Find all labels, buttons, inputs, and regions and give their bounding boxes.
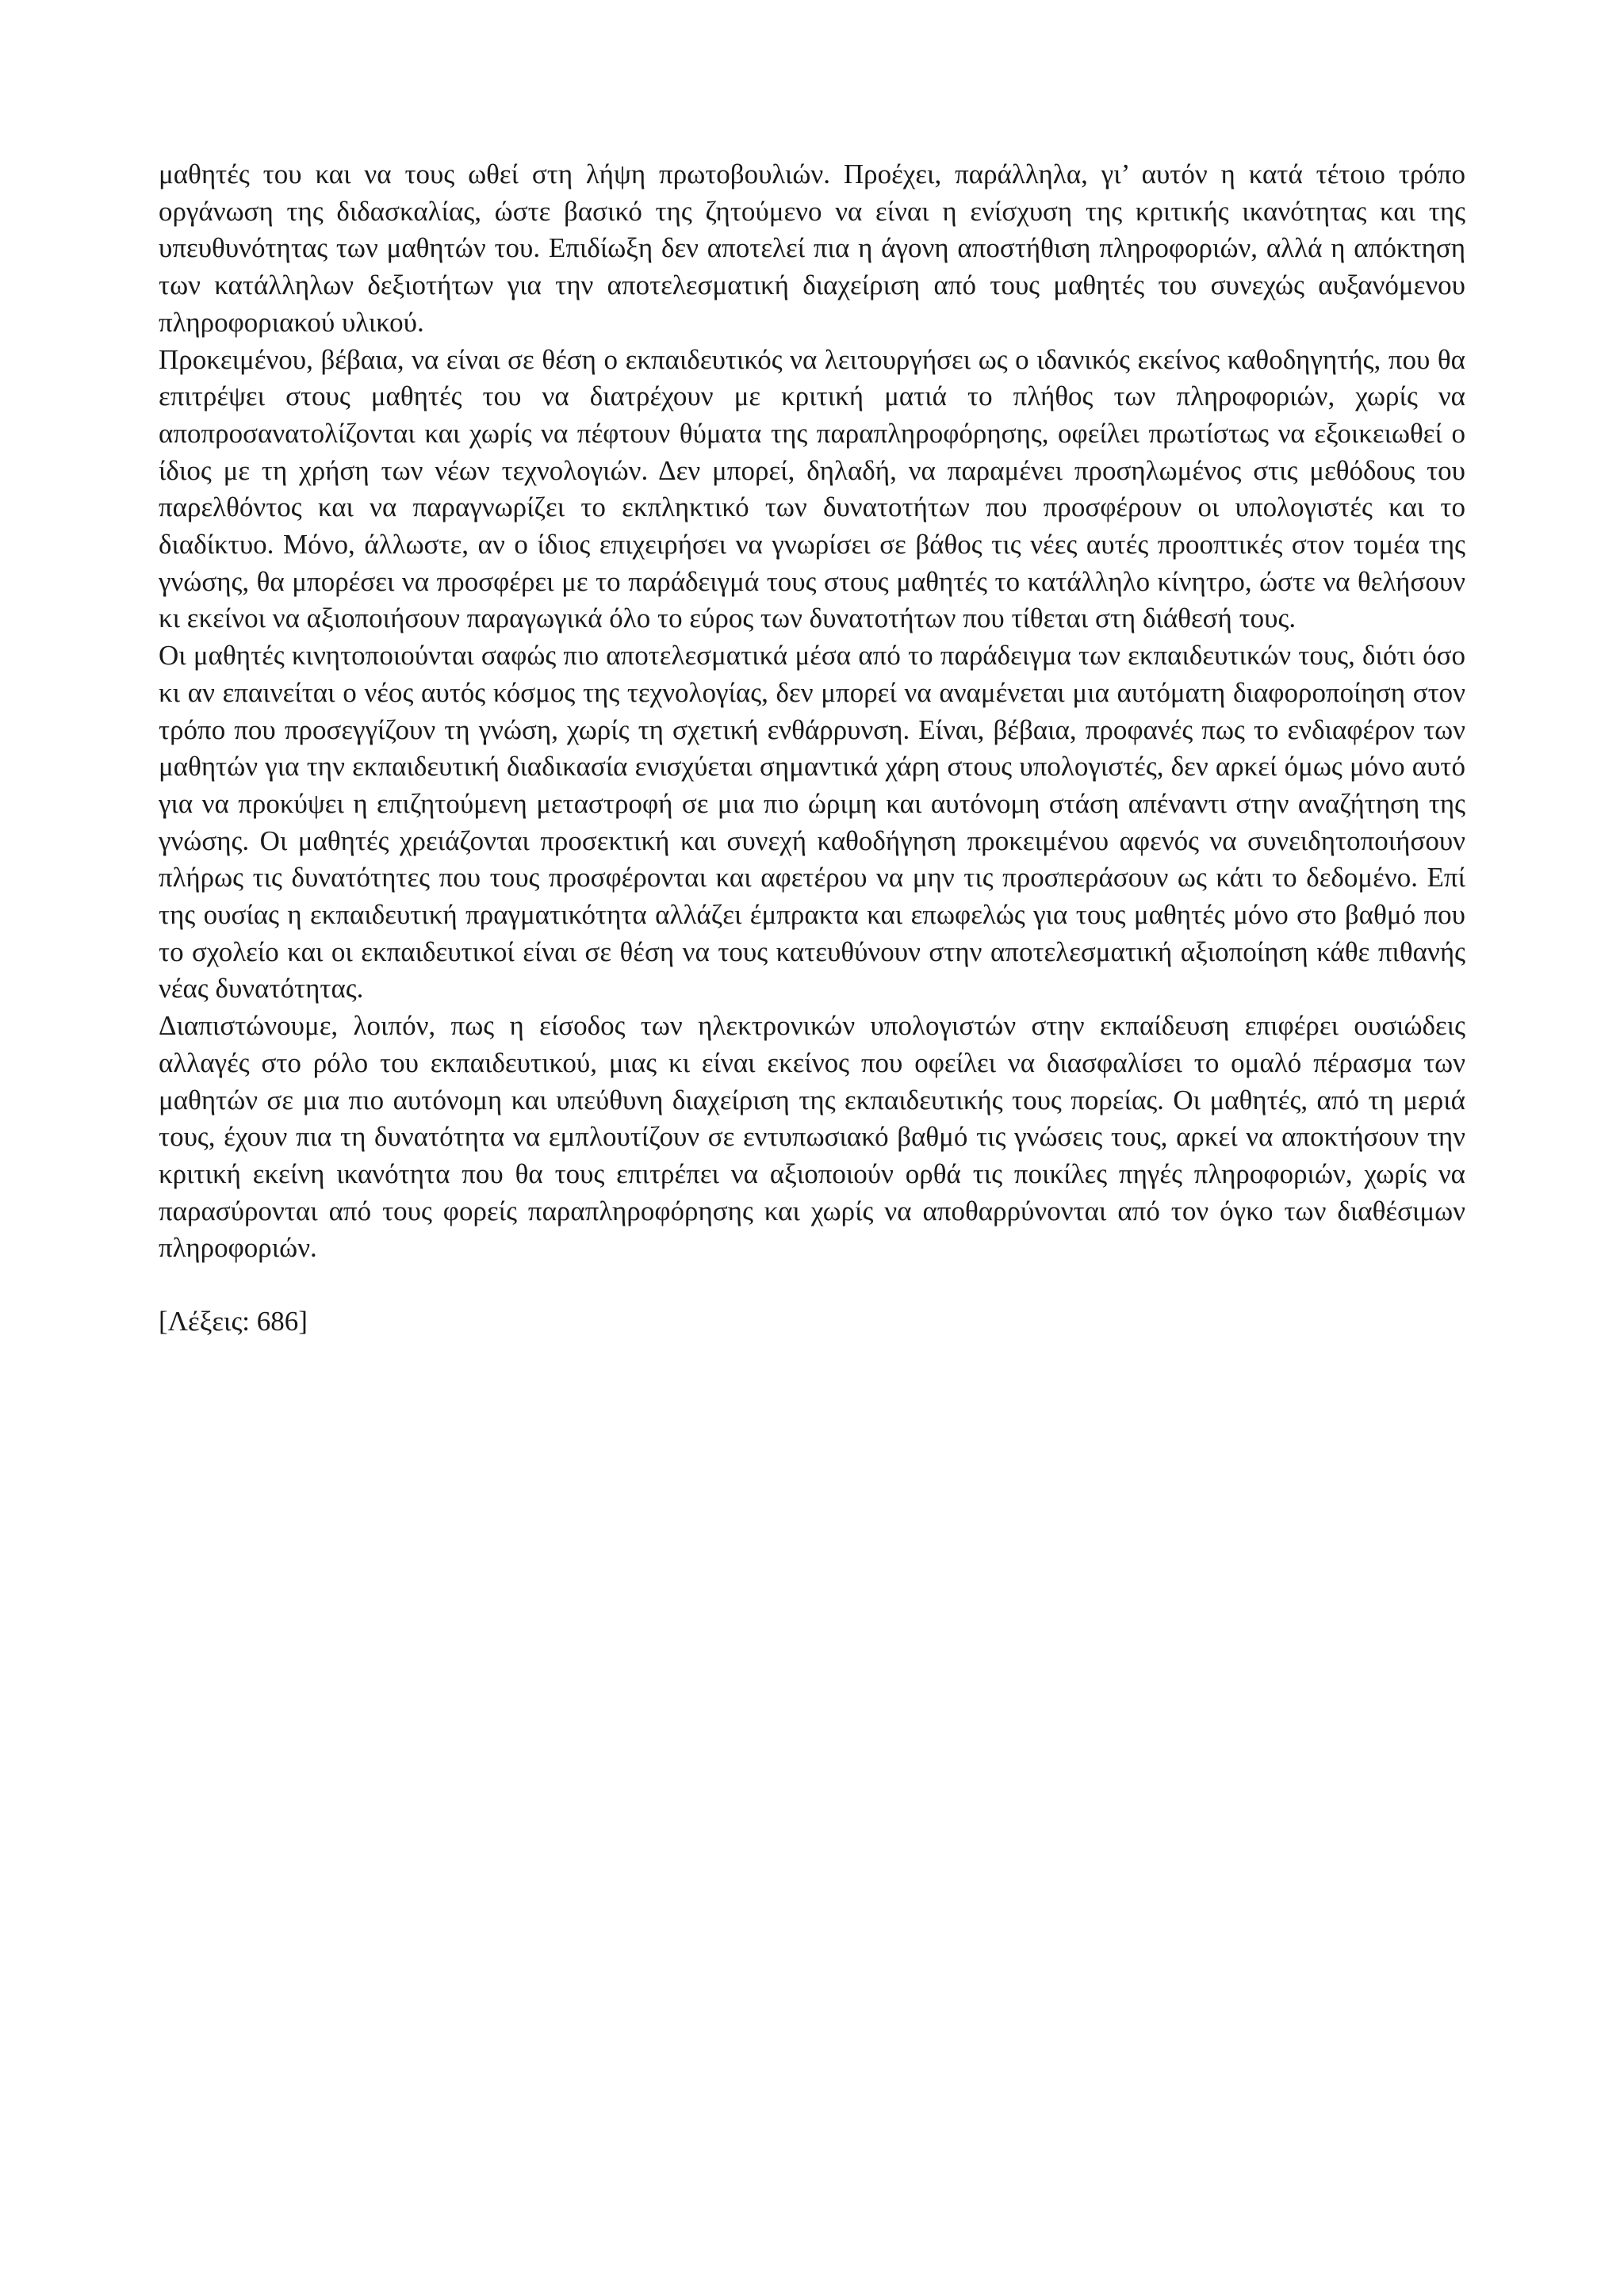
paragraph-1: μαθητές του και να τους ωθεί στη λήψη πρωτοβουλιών. Προέχει, παράλληλα, γι’ αυτόν η κατά τέτοιο τρόπο οργάνωση της διδασκαλίας, ώστε βασικό της ζητούμενο να είναι η ενίσχυση της κριτικής ικανότητας και της υπευθυνότητας των μαθητών του. Επιδίωξη δεν αποτελεί πια η άγονη αποστήθιση πληροφοριών, αλλά η απόκτηση των κατάλληλων δεξιοτήτων για την αποτελεσματική διαχείριση από τους μαθητές του συνεχώς αυξανόμενου πληροφοριακού υλικού. <box>159 159 1465 338</box>
paragraph-4: Διαπιστώνουμε, λοιπόν, πως η είσοδος των ηλεκτρονικών υπολογιστών στην εκπαίδευση επιφέρει ουσιώδεις αλλαγές στο ρόλο του εκπαιδευτικού, μιας κι είναι εκείνος που οφείλει να διασφαλίσει το ομαλό πέρασμα των μαθητών σε μια πιο αυτόνομη και υπεύθυνη διαχείριση της εκπαιδευτικής τους πορείας. Οι μαθητές, από τη μεριά τους, έχουν πια τη δυνατότητα να εμπλουτίζουν σε εντυπωσιακό βαθμό τις γνώσεις τους, αρκεί να αποκτήσουν την κριτική εκείνη ικανότητα που θα τους επιτρέπει να αξιοποιούν ορθά τις ποικίλες πηγές πληροφοριών, χωρίς να παρασύρονται από τους φορείς παραπληροφόρησης και χωρίς να αποθαρρύνονται από τον όγκο των διαθέσιμων πληροφοριών. <box>159 1010 1465 1264</box>
document-body <box>159 156 1465 1341</box>
word-count-label: [Λέξεις: 686] <box>159 1306 308 1337</box>
paragraph-2: Προκειμένου, βέβαια, να είναι σε θέση ο εκπαιδευτικός να λειτουργήσει ως ο ιδανικός εκείνος καθοδηγητής, που θα επιτρέψει στους μαθητές του να διατρέχουν με κριτική ματιά το πλήθος των πληροφοριών, χωρίς να αποπροσανατολίζονται και χωρίς να πέφτουν θύματα της παραπληροφόρησης, οφείλει πρωτίστως να εξοικειωθεί ο ίδιος με τη χρήση των νέων τεχνολογιών. Δεν μπορεί, δηλαδή, να παραμένει προσηλωμένος στις μεθόδους του παρελθόντος και να παραγνωρίζει το εκπληκτικό των δυνατοτήτων που προσφέρουν οι υπολογιστές και το διαδίκτυο. Μόνο, άλλωστε, αν ο ίδιος επιχειρήσει να γνωρίσει σε βάθος τις νέες αυτές προοπτικές στον τομέα της γνώσης, θα μπορέσει να προσφέρει με το παράδειγμά τους στους μαθητές το κατάλληλο κίνητρο, ώστε να θελήσουν κι εκείνοι να αξιοποιήσουν παραγωγικά όλο το εύρος των δυνατοτήτων που τίθεται στη διάθεσή τους. <box>159 343 1465 634</box>
paragraph-3: Οι μαθητές κινητοποιούνται σαφώς πιο αποτελεσματικά μέσα από το παράδειγμα των εκπαιδευτικών τους, διότι όσο κι αν επαινείται ο νέος αυτός κόσμος της τεχνολογίας, δεν μπορεί να αναμένεται μια αυτόματη διαφοροποίηση στον τρόπο που προσεγγίζουν τη γνώση, χωρίς τη σχετική ενθάρρυνση. Είναι, βέβαια, προφανές πως το ενδιαφέρον των μαθητών για την εκπαιδευτική διαδικασία ενισχύεται σημαντικά χάρη στους υπολογιστές, δεν αρκεί όμως μόνο αυτό για να προκύψει η επιζητούμενη μεταστροφή σε μια πιο ώριμη και αυτόνομη στάση απέναντι στην αναζήτηση της γνώσης. Οι μαθητές χρειάζονται προσεκτική και συνεχή καθοδήγηση προκειμένου αφενός να συνειδητοποιήσουν πλήρως τις δυνατότητες που τους προσφέρονται και αφετέρου να μην τις προσπεράσουν ως κάτι το δεδομένο. Επί της ουσίας η εκπαιδευτική πραγματικότητα αλλάζει έμπρακτα και επωφελώς για τους μαθητές μόνο στο βαθμό που το σχολείο και οι εκπαιδευτικοί είναι σε θέση να τους κατευθύνουν στην αποτελεσματική αξιοποίηση κάθε πιθανής νέας δυνατότητας. <box>159 640 1465 1004</box>
